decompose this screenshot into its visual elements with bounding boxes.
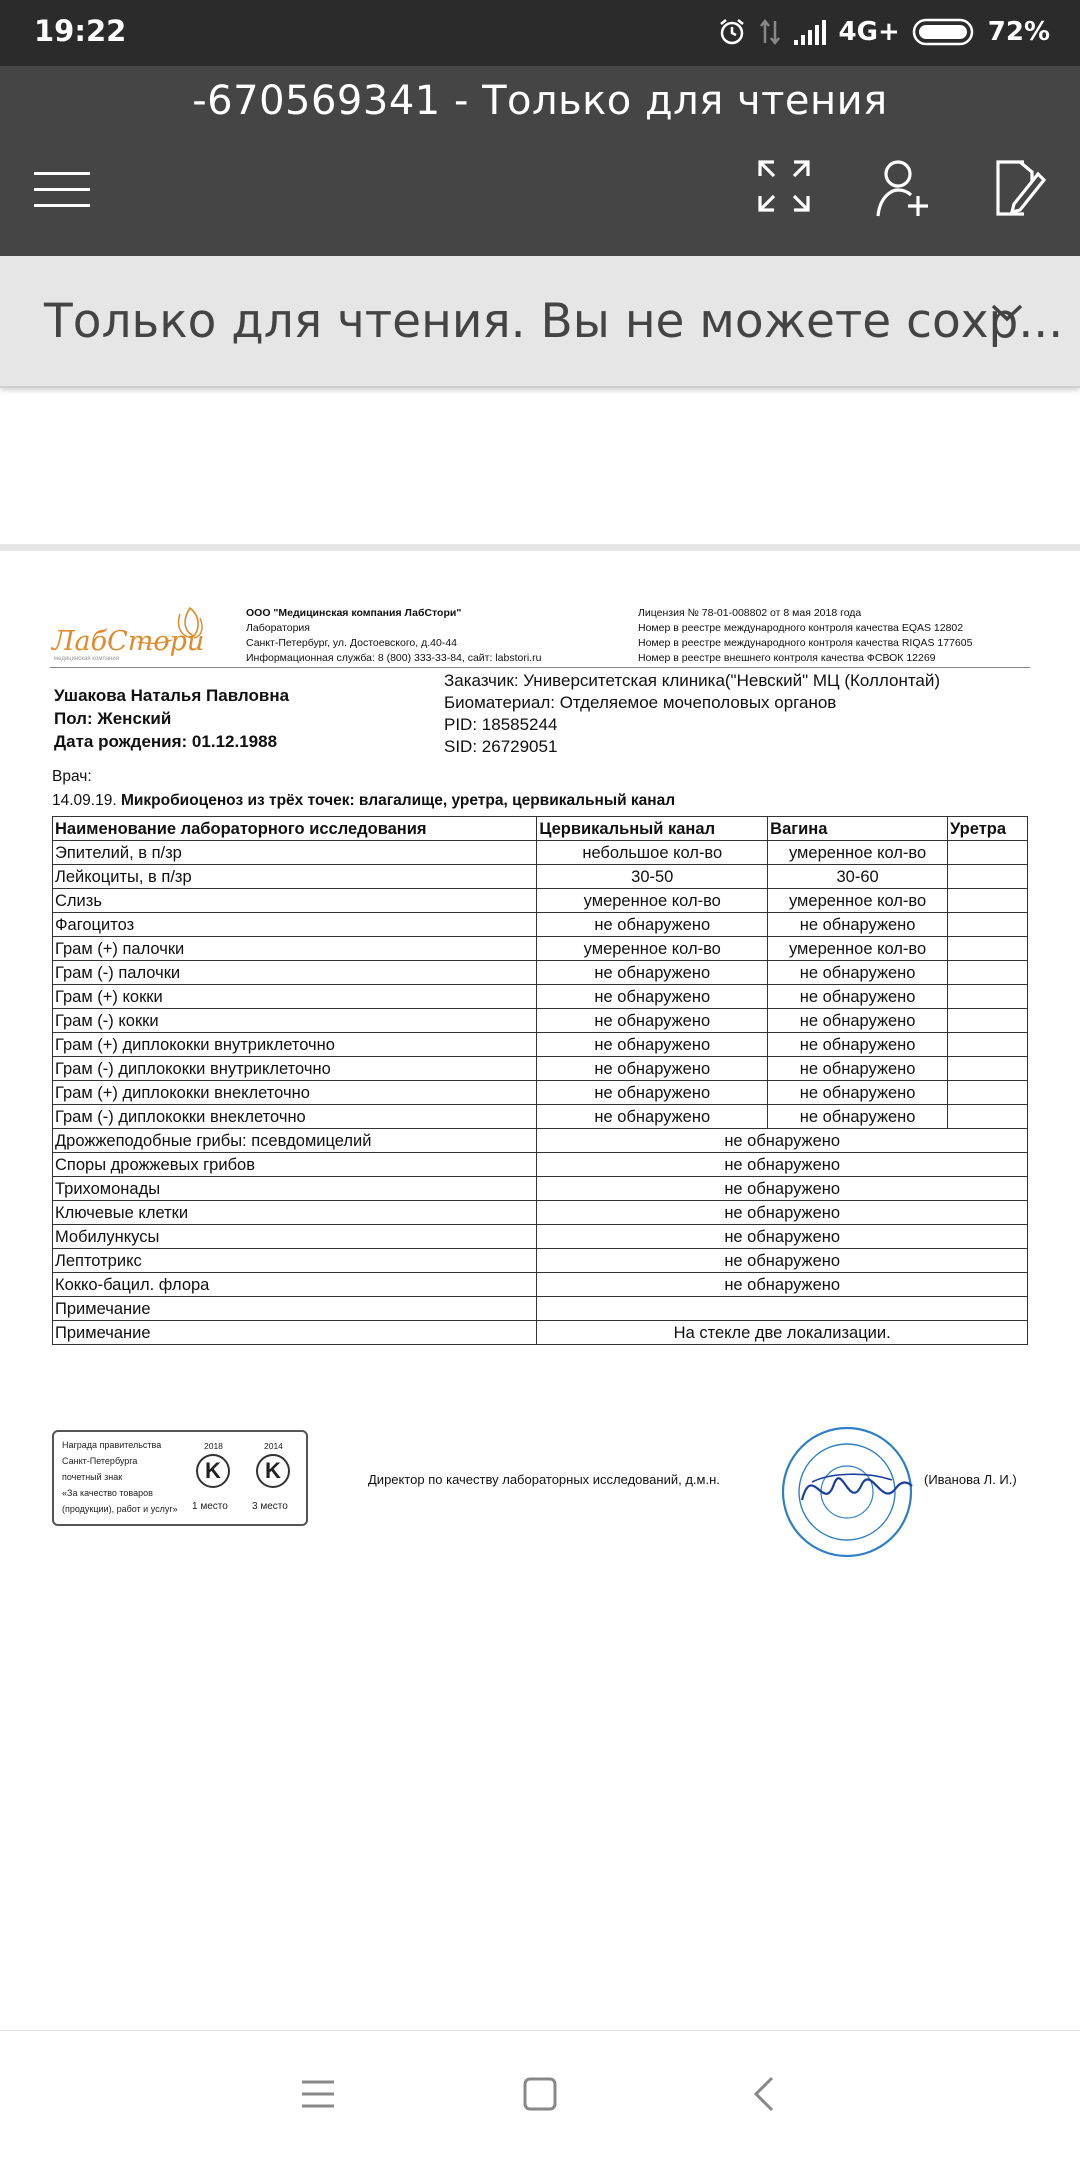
- battery-icon: [912, 18, 976, 46]
- report-footer: [52, 1422, 1032, 1542]
- company-address: Санкт-Петербург, ул. Достоевского, д.40-44: [246, 637, 458, 649]
- quality-k-icon: K: [196, 1454, 230, 1488]
- test-name-cell: Эпителий, в п/зр: [53, 841, 537, 865]
- result-cell: не обнаружено: [537, 1273, 1028, 1297]
- page-separator: [0, 544, 1080, 551]
- sid: SID: 26729051: [444, 737, 558, 756]
- result-cell: не обнаружено: [768, 1009, 948, 1033]
- results-table: [52, 816, 1028, 1345]
- result-cell: не обнаружено: [537, 1249, 1028, 1273]
- test-name-cell: Дрожжеподобные грибы: псевдомицелий: [53, 1129, 537, 1153]
- test-name-cell: Трихомонады: [53, 1177, 537, 1201]
- license-line: Лицензия № 78-01-008802 от 8 мая 2018 года: [638, 607, 862, 619]
- table-row: [53, 1225, 1028, 1249]
- result-cell: не обнаружено: [537, 1129, 1028, 1153]
- result-cell: [948, 1033, 1028, 1057]
- table-row: [53, 1105, 1028, 1129]
- test-name-cell: Грам (+) диплококки внеклеточно: [53, 1081, 537, 1105]
- test-name-cell: Мобилункусы: [53, 1225, 537, 1249]
- test-name-cell: Лептотрикс: [53, 1249, 537, 1273]
- award-line: Награда правительства: [62, 1440, 162, 1450]
- quality-k-icon: K: [256, 1454, 290, 1488]
- result-cell: На стекле две локализации.: [537, 1321, 1028, 1345]
- result-cell: не обнаружено: [768, 1105, 948, 1129]
- table-row: [53, 1033, 1028, 1057]
- alarm-icon: [717, 17, 747, 47]
- test-name-cell: Грам (+) кокки: [53, 985, 537, 1009]
- table-row: [53, 865, 1028, 889]
- result-cell: [948, 961, 1028, 985]
- biomaterial: Биоматериал: Отделяемое мочеполовых органов: [444, 693, 837, 712]
- award-place: 1 место: [192, 1501, 228, 1512]
- award-year: 2014: [264, 1441, 283, 1451]
- result-cell: [948, 985, 1028, 1009]
- license-line: Номер в реестре международного контроля качества RIQAS 177605: [638, 637, 973, 649]
- result-cell: [948, 1009, 1028, 1033]
- study-line: [52, 792, 675, 810]
- table-row: [53, 1177, 1028, 1201]
- patient-sex: Пол: Женский: [54, 709, 172, 728]
- column-header: Вагина: [768, 817, 948, 841]
- table-row: [53, 937, 1028, 961]
- result-cell: не обнаружено: [768, 1057, 948, 1081]
- document-title: -670569341 - Только для чтения: [192, 78, 888, 124]
- license-info: [638, 606, 972, 666]
- patient-info: [54, 684, 289, 753]
- result-cell: не обнаружено: [768, 1033, 948, 1057]
- test-name-cell: Грам (-) диплококки внутриклеточно: [53, 1057, 537, 1081]
- result-cell: не обнаружено: [537, 1153, 1028, 1177]
- result-cell: не обнаружено: [768, 1081, 948, 1105]
- add-person-icon[interactable]: [876, 158, 932, 218]
- result-cell: небольшое кол-во: [537, 841, 768, 865]
- test-name-cell: Примечание: [53, 1297, 537, 1321]
- result-cell: не обнаружено: [537, 1177, 1028, 1201]
- chevron-down-icon[interactable]: [990, 302, 1024, 324]
- result-cell: 30-50: [537, 865, 768, 889]
- test-name-cell: Фагоцитоз: [53, 913, 537, 937]
- result-cell: [948, 913, 1028, 937]
- test-name-cell: Грам (-) палочки: [53, 961, 537, 985]
- hamburger-menu-icon[interactable]: [34, 170, 92, 210]
- result-cell: не обнаружено: [537, 1105, 768, 1129]
- result-cell: [948, 1057, 1028, 1081]
- result-cell: умеренное кол-во: [537, 889, 768, 913]
- test-name-cell: Грам (-) диплококки внеклеточно: [53, 1105, 537, 1129]
- result-cell: не обнаружено: [537, 1201, 1028, 1225]
- test-name-cell: Грам (+) палочки: [53, 937, 537, 961]
- read-only-message: Только для чтения. Вы не можете сохр...: [44, 294, 1064, 349]
- result-cell: [948, 937, 1028, 961]
- result-cell: [948, 1081, 1028, 1105]
- award-place: 3 место: [252, 1501, 288, 1512]
- edit-document-icon[interactable]: [994, 158, 1046, 218]
- test-name-cell: Слизь: [53, 889, 537, 913]
- result-cell: умеренное кол-во: [768, 937, 948, 961]
- result-cell: не обнаружено: [537, 1081, 768, 1105]
- test-name-cell: Грам (-) кокки: [53, 1009, 537, 1033]
- results-body: [53, 841, 1028, 1345]
- table-row: [53, 1057, 1028, 1081]
- logo-subtext: медицинская компания: [54, 656, 119, 662]
- study-date: 14.09.19.: [52, 792, 117, 809]
- customer: Заказчик: Университетская клиника("Невский" МЦ (Коллонтай): [444, 671, 941, 690]
- patient-name: Ушакова Наталья Павловна: [54, 686, 290, 705]
- company-logo: [52, 600, 217, 664]
- signal-icon: [793, 18, 827, 46]
- read-only-banner[interactable]: [0, 256, 1080, 388]
- battery-level: 72%: [987, 17, 1050, 47]
- result-cell: [948, 1105, 1028, 1129]
- status-icons: [717, 12, 1050, 52]
- result-cell: [948, 889, 1028, 913]
- patient-dob: Дата рождения: 01.12.1988: [54, 732, 278, 751]
- result-cell: не обнаружено: [537, 985, 768, 1009]
- column-header: Цервикальный канал: [537, 817, 768, 841]
- signer-name: (Иванова Л. И.): [924, 1472, 1017, 1487]
- table-row: [53, 1273, 1028, 1297]
- table-row: [53, 1009, 1028, 1033]
- table-row: [53, 1129, 1028, 1153]
- system-navigation-bar: [0, 2030, 1080, 2160]
- license-line: Номер в реестре внешнего контроля качества ФСВОК 12269: [638, 652, 936, 664]
- table-row: [53, 841, 1028, 865]
- table-row: [53, 1153, 1028, 1177]
- result-cell: не обнаружено: [537, 1033, 768, 1057]
- company-type: Лаборатория: [246, 622, 310, 634]
- report-header: [50, 598, 1030, 668]
- award-year: 2018: [204, 1441, 223, 1451]
- company-stamp-icon: [772, 1422, 922, 1562]
- table-row: [53, 1201, 1028, 1225]
- result-cell: 30-60: [768, 865, 948, 889]
- data-arrows-icon: [759, 17, 781, 47]
- result-cell: умеренное кол-во: [537, 937, 768, 961]
- table-row: [53, 1081, 1028, 1105]
- result-cell: умеренное кол-во: [768, 889, 948, 913]
- pid: PID: 18585244: [444, 715, 558, 734]
- status-time: 19:22: [34, 14, 127, 48]
- table-row: [53, 985, 1028, 1009]
- table-row: [53, 889, 1028, 913]
- test-name-cell: Кокко-бацил. флора: [53, 1273, 537, 1297]
- doctor-label: Врач:: [52, 768, 92, 785]
- result-cell: не обнаружено: [537, 1057, 768, 1081]
- table-row: [53, 1321, 1028, 1345]
- result-cell: [948, 865, 1028, 889]
- status-bar: [0, 0, 1080, 66]
- table-row: [53, 1297, 1028, 1321]
- lab-report-page: [50, 598, 1030, 1514]
- table-row: [53, 913, 1028, 937]
- test-name-cell: Споры дрожжевых грибов: [53, 1153, 537, 1177]
- network-type: 4G+: [838, 17, 900, 47]
- recents-icon[interactable]: [300, 2076, 336, 2112]
- logo-text: ЛабСтори: [52, 626, 205, 657]
- director-title: Директор по качеству лабораторных исследований, д.м.н.: [368, 1472, 720, 1487]
- table-row: [53, 961, 1028, 985]
- fullscreen-icon[interactable]: [756, 158, 812, 214]
- award-text: [62, 1437, 192, 1517]
- result-cell: не обнаружено: [537, 1225, 1028, 1249]
- column-header: Уретра: [948, 817, 1028, 841]
- result-cell: не обнаружено: [537, 913, 768, 937]
- table-header-row: [53, 817, 1028, 841]
- quality-award-badge: [52, 1430, 308, 1526]
- result-cell: не обнаружено: [537, 1009, 768, 1033]
- license-line: Номер в реестре международного контроля качества EQAS 12802: [638, 622, 964, 634]
- result-cell: не обнаружено: [768, 913, 948, 937]
- company-name: ООО "Медицинская компания ЛабСтори": [246, 607, 462, 619]
- company-info: [246, 606, 541, 666]
- award-line: «За качество товаров: [62, 1488, 153, 1498]
- home-icon[interactable]: [522, 2076, 558, 2112]
- test-name-cell: Лейкоциты, в п/зр: [53, 865, 537, 889]
- column-header: Наименование лабораторного исследования: [53, 817, 537, 841]
- award-line: почетный знак: [62, 1472, 123, 1482]
- order-info: [444, 670, 940, 758]
- result-cell: [948, 841, 1028, 865]
- test-name-cell: Примечание: [53, 1321, 537, 1345]
- result-cell: умеренное кол-во: [768, 841, 948, 865]
- app-bar: [0, 66, 1080, 256]
- result-cell: [537, 1297, 1028, 1321]
- company-contacts: Информационная служба: 8 (800) 333-33-84, сайт: labstori.ru: [246, 652, 542, 664]
- result-cell: не обнаружено: [768, 961, 948, 985]
- test-name-cell: Грам (+) диплококки внутриклеточно: [53, 1033, 537, 1057]
- back-icon[interactable]: [752, 2076, 776, 2112]
- award-line: (продукции), работ и услуг»: [62, 1504, 178, 1514]
- study-title: Микробиоценоз из трёх точек: влагалище, уретра, цервикальный канал: [120, 792, 676, 809]
- result-cell: не обнаружено: [768, 985, 948, 1009]
- result-cell: не обнаружено: [537, 961, 768, 985]
- table-row: [53, 1249, 1028, 1273]
- award-line: Санкт-Петербурга: [62, 1456, 138, 1466]
- test-name-cell: Ключевые клетки: [53, 1201, 537, 1225]
